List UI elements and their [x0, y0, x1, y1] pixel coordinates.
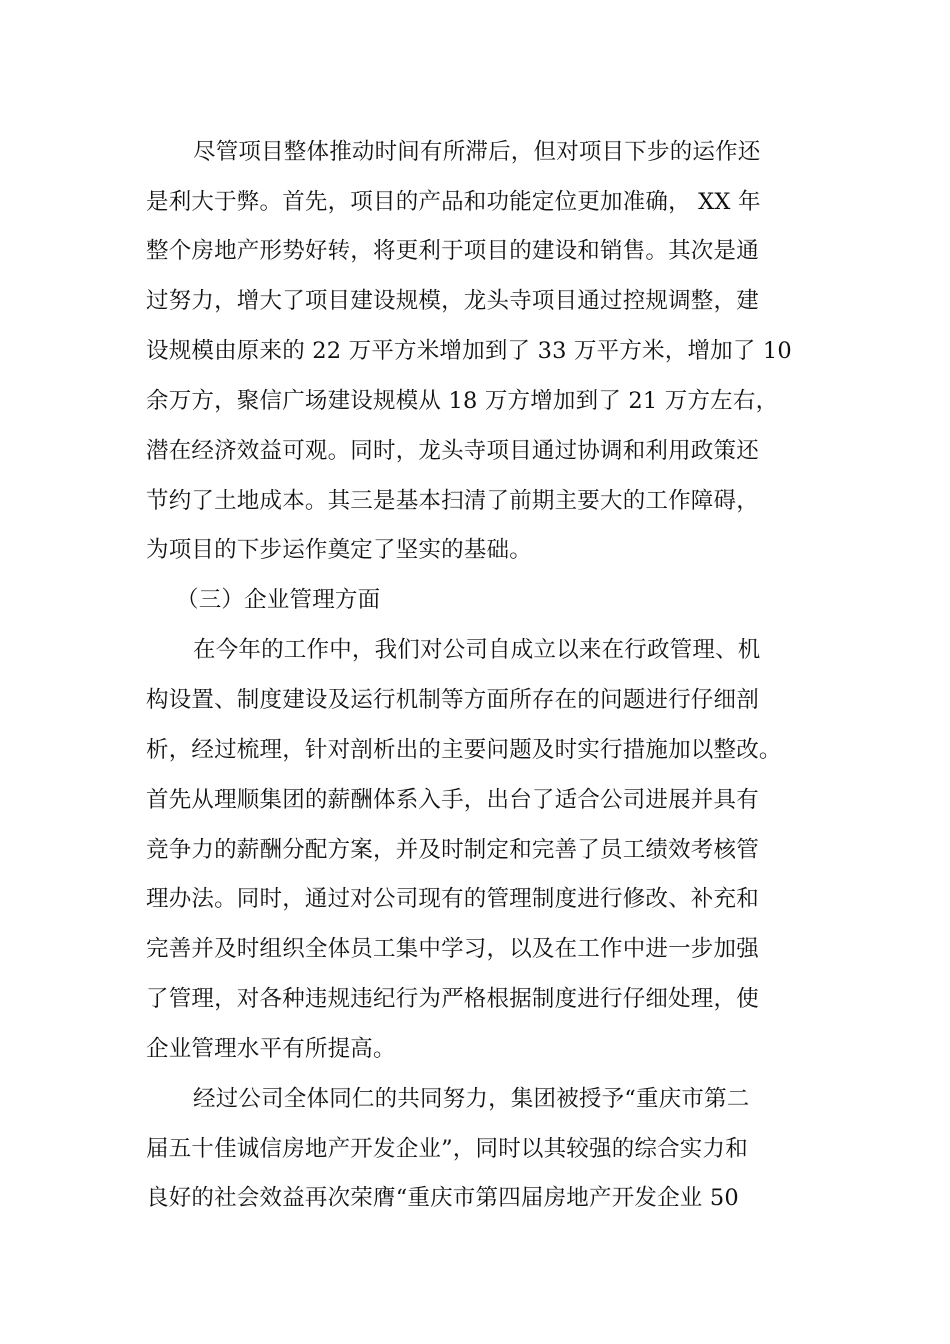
paragraph-line: 竞争力的薪酬分配方案，并及时制定和完善了员工绩效考核管	[146, 837, 759, 863]
paragraph-line: 届五十佳诚信房地产开发企业”，同时以其较强的综合实力和	[146, 1136, 748, 1162]
paragraph-line: 构设置、制度建设及运行机制等方面所存在的问题进行仔细剖	[146, 687, 759, 713]
paragraph-line: 尽管项目整体推动时间有所滞后，但对项目下步的运作还	[193, 139, 761, 165]
paragraph-line: 过努力，增大了项目建设规模，龙头寺项目通过控规调整，建	[146, 288, 759, 314]
paragraph-line: 是利大于弊。首先，项目的产品和功能定位更加准确， XX 年	[146, 189, 761, 215]
paragraph-line: 在今年的工作中，我们对公司自成立以来在行政管理、机	[193, 637, 761, 663]
paragraph-line: 企业管理水平有所提高。	[146, 1036, 396, 1062]
paragraph-line: 了管理，对各种违规违纪行为严格根据制度进行仔细处理，使	[146, 986, 759, 1012]
paragraph-line: 完善并及时组织全体员工集中学习，以及在工作中进一步加强	[146, 936, 759, 962]
paragraph-line: 设规模由原来的 22 万平方米增加到了 33 万平方米，增加了 10	[146, 338, 792, 364]
paragraph-line: 为项目的下步运作奠定了坚实的基础。	[146, 537, 532, 563]
paragraph-line: 析，经过梳理，针对剖析出的主要问题及时实行措施加以整改。	[146, 737, 782, 763]
paragraph-line: 潜在经济效益可观。同时，龙头寺项目通过协调和利用政策还	[146, 438, 759, 464]
paragraph-line: 经过公司全体同仁的共同努力，集团被授予“重庆市第二	[193, 1086, 750, 1112]
section-heading: （三）企业管理方面	[176, 587, 381, 613]
paragraph-line: 余万方，聚信广场建设规模从 18 万方增加到了 21 万方左右，	[146, 388, 779, 414]
paragraph-line: 理办法。同时，通过对公司现有的管理制度进行修改、补充和	[146, 886, 759, 912]
paragraph-line: 节约了土地成本。其三是基本扫清了前期主要大的工作障碍，	[146, 488, 759, 514]
paragraph-line: 首先从理顺集团的薪酬体系入手，出台了适合公司进展并具有	[146, 787, 759, 813]
paragraph-line: 良好的社会效益再次荣膺“重庆市第四届房地产开发企业 50	[146, 1185, 739, 1211]
paragraph-line: 整个房地产形势好转，将更利于项目的建设和销售。其次是通	[146, 238, 759, 264]
